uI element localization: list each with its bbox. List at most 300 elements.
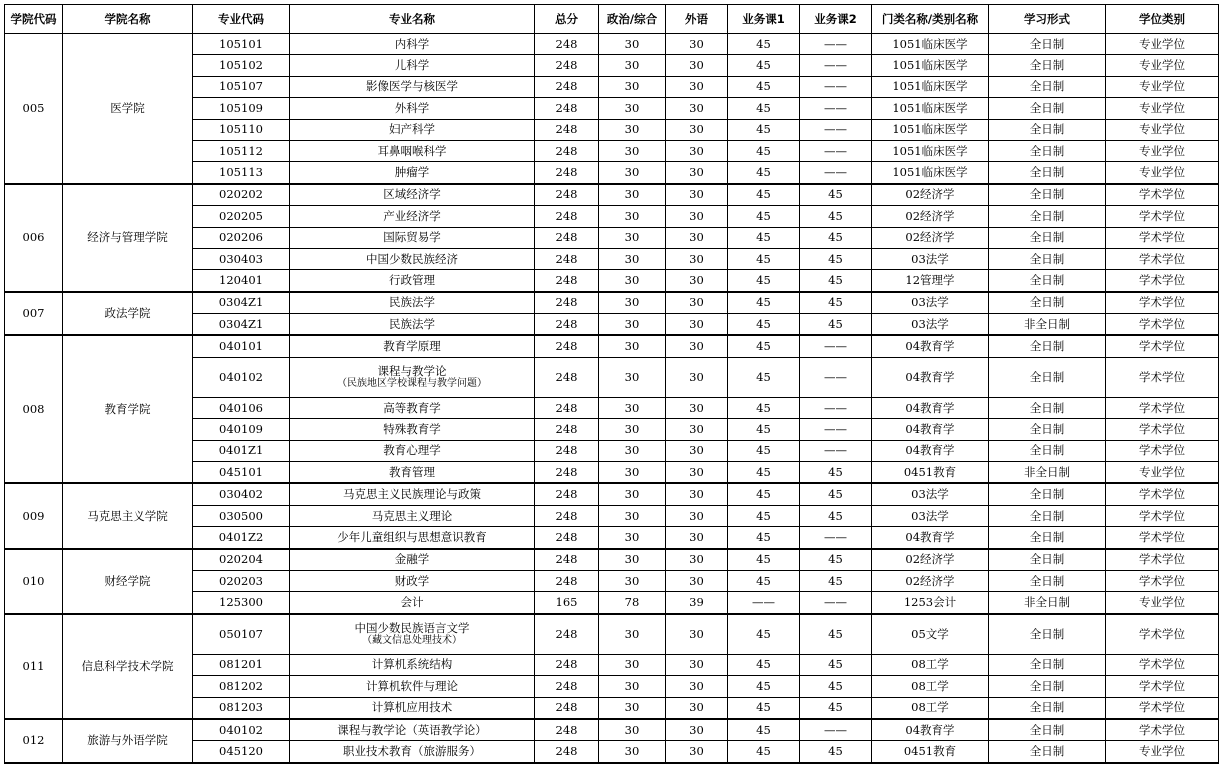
total-score-cell: 248	[535, 462, 599, 484]
category-name-cell: 1051临床医学	[872, 98, 989, 119]
study-mode-cell: 全日制	[989, 614, 1106, 655]
major-name-text: 教育管理	[389, 464, 435, 479]
col-college-code: 学院代码	[5, 5, 63, 34]
major-name-text: 内科学	[394, 36, 430, 51]
subject-2-score-cell: 45	[800, 314, 872, 336]
col-major-name: 专业名称	[290, 5, 535, 34]
politics-score-cell: 30	[599, 206, 666, 227]
study-mode-cell: 全日制	[989, 697, 1106, 719]
major-name-cell	[290, 654, 535, 675]
col-total-score: 总分	[535, 5, 599, 34]
total-score-cell: 248	[535, 119, 599, 140]
subject-2-score-cell: ——	[800, 34, 872, 55]
subject-1-score-cell: 45	[728, 292, 800, 314]
foreign-language-score-cell: 30	[666, 314, 728, 336]
col-politics: 政治/综合	[599, 5, 666, 34]
study-mode-cell: 非全日制	[989, 592, 1106, 614]
politics-score-cell: 30	[599, 483, 666, 505]
subject-1-score-cell: 45	[728, 98, 800, 119]
major-code-cell: 105113	[193, 162, 290, 184]
degree-type-cell: 学术学位	[1106, 292, 1219, 314]
subject-1-score-cell: 45	[728, 397, 800, 418]
table-row	[5, 184, 1219, 206]
major-name-text: 课程与教学论	[377, 363, 447, 378]
degree-type-cell: 专业学位	[1106, 592, 1219, 614]
category-name-cell: 03法学	[872, 314, 989, 336]
subject-2-score-cell: 45	[800, 570, 872, 591]
category-name-cell: 0451教育	[872, 741, 989, 763]
degree-type-cell: 专业学位	[1106, 119, 1219, 140]
degree-type-cell: 学术学位	[1106, 505, 1219, 526]
major-code-cell: 040102	[193, 357, 290, 397]
subject-1-score-cell: 45	[728, 462, 800, 484]
major-name-text: 民族法学	[389, 295, 435, 310]
table-row	[5, 292, 1219, 314]
total-score-cell: 248	[535, 397, 599, 418]
study-mode-cell: 全日制	[989, 397, 1106, 418]
subject-1-score-cell: 45	[728, 505, 800, 526]
category-name-cell: 12管理学	[872, 270, 989, 292]
category-name-cell: 08工学	[872, 654, 989, 675]
foreign-language-score-cell: 30	[666, 184, 728, 206]
college-name-cell: 经济与管理学院	[63, 184, 193, 292]
subject-2-score-cell: 45	[800, 741, 872, 763]
total-score-cell: 248	[535, 98, 599, 119]
study-mode-cell: 全日制	[989, 570, 1106, 591]
politics-score-cell: 30	[599, 419, 666, 440]
subject-1-score-cell: ——	[728, 592, 800, 614]
subject-2-score-cell: ——	[800, 440, 872, 461]
major-code-cell: 105109	[193, 98, 290, 119]
subject-1-score-cell: 45	[728, 357, 800, 397]
degree-type-cell: 专业学位	[1106, 162, 1219, 184]
table-row	[5, 483, 1219, 505]
major-name-cell	[290, 34, 535, 55]
total-score-cell: 248	[535, 162, 599, 184]
major-name-text: 计算机应用技术	[371, 700, 453, 715]
degree-type-cell: 学术学位	[1106, 335, 1219, 357]
total-score-cell: 248	[535, 184, 599, 206]
subject-2-score-cell: 45	[800, 676, 872, 697]
total-score-cell: 248	[535, 549, 599, 571]
category-name-cell: 02经济学	[872, 206, 989, 227]
table-header-row	[5, 5, 1219, 34]
study-mode-cell: 全日制	[989, 741, 1106, 763]
subject-2-score-cell: ——	[800, 55, 872, 76]
politics-score-cell: 30	[599, 34, 666, 55]
major-code-cell: 020206	[193, 227, 290, 248]
major-code-cell: 105110	[193, 119, 290, 140]
major-name-text: 民族法学	[389, 316, 435, 331]
study-mode-cell: 全日制	[989, 248, 1106, 269]
total-score-cell: 248	[535, 206, 599, 227]
subject-2-score-cell: ——	[800, 335, 872, 357]
subject-1-score-cell: 45	[728, 248, 800, 269]
major-name-cell	[290, 335, 535, 357]
major-name-cell	[290, 505, 535, 526]
study-mode-cell: 全日制	[989, 55, 1106, 76]
major-name-text: 少年儿童组织与思想意识教育	[337, 529, 487, 544]
category-name-cell: 04教育学	[872, 440, 989, 461]
major-name-text: 耳鼻咽喉科学	[377, 143, 447, 158]
subject-1-score-cell: 45	[728, 549, 800, 571]
study-mode-cell: 全日制	[989, 98, 1106, 119]
subject-1-score-cell: 45	[728, 741, 800, 763]
subject-2-score-cell: 45	[800, 462, 872, 484]
degree-type-cell: 专业学位	[1106, 140, 1219, 161]
major-name-cell	[290, 292, 535, 314]
subject-2-score-cell: ——	[800, 397, 872, 418]
college-code-cell: 006	[5, 184, 63, 292]
subject-1-score-cell: 45	[728, 206, 800, 227]
major-name-cell	[290, 270, 535, 292]
col-subject-1: 业务课1	[728, 5, 800, 34]
foreign-language-score-cell: 30	[666, 570, 728, 591]
subject-2-score-cell: 45	[800, 184, 872, 206]
foreign-language-score-cell: 30	[666, 292, 728, 314]
category-name-cell: 1051临床医学	[872, 162, 989, 184]
subject-1-score-cell: 45	[728, 34, 800, 55]
major-name-text: 中国少数民族经济	[366, 251, 458, 266]
politics-score-cell: 30	[599, 227, 666, 248]
politics-score-cell: 30	[599, 162, 666, 184]
category-name-cell: 08工学	[872, 676, 989, 697]
major-name-cell	[290, 697, 535, 719]
politics-score-cell: 30	[599, 505, 666, 526]
major-code-cell: 0304Z1	[193, 314, 290, 336]
politics-score-cell: 30	[599, 570, 666, 591]
degree-type-cell: 学术学位	[1106, 527, 1219, 549]
major-code-cell: 081202	[193, 676, 290, 697]
foreign-language-score-cell: 30	[666, 505, 728, 526]
foreign-language-score-cell: 39	[666, 592, 728, 614]
total-score-cell: 248	[535, 654, 599, 675]
subject-1-score-cell: 45	[728, 654, 800, 675]
total-score-cell: 248	[535, 719, 599, 741]
subject-1-score-cell: 45	[728, 162, 800, 184]
subject-2-score-cell: ——	[800, 357, 872, 397]
study-mode-cell: 非全日制	[989, 314, 1106, 336]
major-name-cell	[290, 570, 535, 591]
college-name-cell: 政法学院	[63, 292, 193, 336]
major-name-cell	[290, 741, 535, 763]
major-name-text: 财政学	[394, 573, 430, 588]
subject-2-score-cell: 45	[800, 227, 872, 248]
degree-type-cell: 学术学位	[1106, 248, 1219, 269]
foreign-language-score-cell: 30	[666, 676, 728, 697]
study-mode-cell: 全日制	[989, 483, 1106, 505]
study-mode-cell: 全日制	[989, 419, 1106, 440]
major-name-cell	[290, 98, 535, 119]
category-name-cell: 0451教育	[872, 462, 989, 484]
foreign-language-score-cell: 30	[666, 76, 728, 97]
politics-score-cell: 30	[599, 292, 666, 314]
total-score-cell: 165	[535, 592, 599, 614]
category-name-cell: 04教育学	[872, 527, 989, 549]
total-score-cell: 248	[535, 248, 599, 269]
subject-1-score-cell: 45	[728, 419, 800, 440]
subject-2-score-cell: ——	[800, 140, 872, 161]
major-name-cell	[290, 397, 535, 418]
category-name-cell: 08工学	[872, 697, 989, 719]
major-code-cell: 081203	[193, 697, 290, 719]
major-code-cell: 081201	[193, 654, 290, 675]
category-name-cell: 04教育学	[872, 335, 989, 357]
total-score-cell: 248	[535, 314, 599, 336]
foreign-language-score-cell: 30	[666, 357, 728, 397]
subject-1-score-cell: 45	[728, 570, 800, 591]
total-score-cell: 248	[535, 419, 599, 440]
total-score-cell: 248	[535, 335, 599, 357]
study-mode-cell: 全日制	[989, 549, 1106, 571]
subject-2-score-cell: 45	[800, 248, 872, 269]
subject-1-score-cell: 45	[728, 314, 800, 336]
study-mode-cell: 全日制	[989, 34, 1106, 55]
degree-type-cell: 学术学位	[1106, 676, 1219, 697]
category-name-cell: 1051临床医学	[872, 140, 989, 161]
total-score-cell: 248	[535, 34, 599, 55]
total-score-cell: 248	[535, 440, 599, 461]
subject-1-score-cell: 45	[728, 227, 800, 248]
major-code-cell: 105107	[193, 76, 290, 97]
major-code-cell: 040102	[193, 719, 290, 741]
subject-2-score-cell: 45	[800, 697, 872, 719]
subject-1-score-cell: 45	[728, 270, 800, 292]
politics-score-cell: 30	[599, 654, 666, 675]
major-name-cell	[290, 314, 535, 336]
category-name-cell: 05文学	[872, 614, 989, 655]
politics-score-cell: 30	[599, 335, 666, 357]
total-score-cell: 248	[535, 55, 599, 76]
subject-1-score-cell: 45	[728, 119, 800, 140]
major-code-cell: 050107	[193, 614, 290, 655]
degree-type-cell: 专业学位	[1106, 55, 1219, 76]
foreign-language-score-cell: 30	[666, 335, 728, 357]
subject-1-score-cell: 45	[728, 719, 800, 741]
foreign-language-score-cell: 30	[666, 440, 728, 461]
foreign-language-score-cell: 30	[666, 527, 728, 549]
study-mode-cell: 全日制	[989, 292, 1106, 314]
category-name-cell: 1051临床医学	[872, 119, 989, 140]
col-major-code: 专业代码	[193, 5, 290, 34]
major-name-cell	[290, 76, 535, 97]
category-name-cell: 04教育学	[872, 419, 989, 440]
politics-score-cell: 30	[599, 697, 666, 719]
category-name-cell: 1051临床医学	[872, 76, 989, 97]
degree-type-cell: 学术学位	[1106, 697, 1219, 719]
study-mode-cell: 全日制	[989, 440, 1106, 461]
college-code-cell: 012	[5, 719, 63, 763]
major-code-cell: 0401Z1	[193, 440, 290, 461]
major-name-cell	[290, 592, 535, 614]
politics-score-cell: 30	[599, 119, 666, 140]
total-score-cell: 248	[535, 676, 599, 697]
major-name-cell	[290, 357, 535, 397]
foreign-language-score-cell: 30	[666, 98, 728, 119]
category-name-cell: 04教育学	[872, 397, 989, 418]
subject-1-score-cell: 45	[728, 55, 800, 76]
category-name-cell: 02经济学	[872, 549, 989, 571]
degree-type-cell: 专业学位	[1106, 76, 1219, 97]
politics-score-cell: 30	[599, 184, 666, 206]
major-code-cell: 030402	[193, 483, 290, 505]
total-score-cell: 248	[535, 570, 599, 591]
subject-1-score-cell: 45	[728, 483, 800, 505]
major-code-cell: 125300	[193, 592, 290, 614]
foreign-language-score-cell: 30	[666, 162, 728, 184]
politics-score-cell: 30	[599, 462, 666, 484]
category-name-cell: 02经济学	[872, 227, 989, 248]
major-name-cell	[290, 419, 535, 440]
table-row	[5, 335, 1219, 357]
politics-score-cell: 30	[599, 614, 666, 655]
major-code-cell: 030500	[193, 505, 290, 526]
subject-1-score-cell: 45	[728, 440, 800, 461]
study-mode-cell: 全日制	[989, 654, 1106, 675]
subject-2-score-cell: ——	[800, 162, 872, 184]
admission-score-table	[4, 4, 1219, 764]
subject-1-score-cell: 45	[728, 184, 800, 206]
major-code-cell: 045101	[193, 462, 290, 484]
category-name-cell: 02经济学	[872, 184, 989, 206]
subject-2-score-cell: 45	[800, 549, 872, 571]
college-code-cell: 011	[5, 614, 63, 719]
major-name-text: 计算机系统结构	[371, 657, 453, 672]
major-code-cell: 020204	[193, 549, 290, 571]
major-name-text: 职业技术教育（旅游服务）	[343, 744, 481, 759]
category-name-cell: 03法学	[872, 248, 989, 269]
major-code-cell: 105112	[193, 140, 290, 161]
major-name-cell	[290, 719, 535, 741]
major-name-cell	[290, 527, 535, 549]
degree-type-cell: 学术学位	[1106, 440, 1219, 461]
degree-type-cell: 专业学位	[1106, 741, 1219, 763]
study-mode-cell: 全日制	[989, 719, 1106, 741]
foreign-language-score-cell: 30	[666, 719, 728, 741]
total-score-cell: 248	[535, 76, 599, 97]
category-name-cell: 1051临床医学	[872, 55, 989, 76]
total-score-cell: 248	[535, 697, 599, 719]
table-body	[5, 34, 1219, 763]
foreign-language-score-cell: 30	[666, 227, 728, 248]
study-mode-cell: 全日制	[989, 270, 1106, 292]
degree-type-cell: 学术学位	[1106, 270, 1219, 292]
category-name-cell: 02经济学	[872, 570, 989, 591]
degree-type-cell: 学术学位	[1106, 654, 1219, 675]
major-name-cell	[290, 440, 535, 461]
study-mode-cell: 全日制	[989, 335, 1106, 357]
degree-type-cell: 学术学位	[1106, 549, 1219, 571]
politics-score-cell: 30	[599, 76, 666, 97]
subject-2-score-cell: 45	[800, 505, 872, 526]
total-score-cell: 248	[535, 140, 599, 161]
major-name-text: 马克思主义理论	[371, 508, 453, 523]
subject-1-score-cell: 45	[728, 676, 800, 697]
foreign-language-score-cell: 30	[666, 248, 728, 269]
major-name-text: 计算机软件与理论	[366, 678, 458, 693]
degree-type-cell: 专业学位	[1106, 462, 1219, 484]
col-subject-2: 业务课2	[800, 5, 872, 34]
major-name-cell	[290, 676, 535, 697]
col-study-mode: 学习形式	[989, 5, 1106, 34]
study-mode-cell: 全日制	[989, 206, 1106, 227]
politics-score-cell: 30	[599, 248, 666, 269]
total-score-cell: 248	[535, 483, 599, 505]
college-name-cell: 信息科学技术学院	[63, 614, 193, 719]
major-name-cell	[290, 483, 535, 505]
foreign-language-score-cell: 30	[666, 697, 728, 719]
degree-type-cell: 学术学位	[1106, 570, 1219, 591]
major-name-cell	[290, 55, 535, 76]
foreign-language-score-cell: 30	[666, 34, 728, 55]
foreign-language-score-cell: 30	[666, 270, 728, 292]
major-name-text: 外科学	[394, 100, 430, 115]
total-score-cell: 248	[535, 270, 599, 292]
subject-1-score-cell: 45	[728, 140, 800, 161]
major-name-cell	[290, 227, 535, 248]
major-code-cell: 040106	[193, 397, 290, 418]
table-row	[5, 34, 1219, 55]
foreign-language-score-cell: 30	[666, 397, 728, 418]
foreign-language-score-cell: 30	[666, 549, 728, 571]
total-score-cell: 248	[535, 357, 599, 397]
college-name-cell: 马克思主义学院	[63, 483, 193, 548]
subject-2-score-cell: ——	[800, 119, 872, 140]
major-name-cell	[290, 162, 535, 184]
degree-type-cell: 学术学位	[1106, 227, 1219, 248]
major-code-cell: 105101	[193, 34, 290, 55]
major-name-text: 儿科学	[394, 58, 430, 73]
major-code-cell: 0401Z2	[193, 527, 290, 549]
politics-score-cell: 30	[599, 55, 666, 76]
degree-type-cell: 学术学位	[1106, 314, 1219, 336]
politics-score-cell: 30	[599, 527, 666, 549]
major-code-cell: 045120	[193, 741, 290, 763]
major-code-cell: 020203	[193, 570, 290, 591]
study-mode-cell: 全日制	[989, 357, 1106, 397]
degree-type-cell: 学术学位	[1106, 184, 1219, 206]
degree-type-cell: 学术学位	[1106, 483, 1219, 505]
major-code-cell: 105102	[193, 55, 290, 76]
degree-type-cell: 专业学位	[1106, 34, 1219, 55]
study-mode-cell: 全日制	[989, 162, 1106, 184]
major-name-cell	[290, 462, 535, 484]
major-code-cell: 0304Z1	[193, 292, 290, 314]
politics-score-cell: 30	[599, 140, 666, 161]
table-row	[5, 719, 1219, 741]
subject-2-score-cell: 45	[800, 206, 872, 227]
subject-2-score-cell: ——	[800, 98, 872, 119]
total-score-cell: 248	[535, 505, 599, 526]
degree-type-cell: 专业学位	[1106, 98, 1219, 119]
major-name-text: 金融学	[394, 552, 430, 567]
subject-2-score-cell: ——	[800, 419, 872, 440]
study-mode-cell: 全日制	[989, 676, 1106, 697]
college-name-cell: 教育学院	[63, 335, 193, 483]
category-name-cell: 1253会计	[872, 592, 989, 614]
major-name-text: 妇产科学	[389, 122, 435, 137]
foreign-language-score-cell: 30	[666, 140, 728, 161]
foreign-language-score-cell: 30	[666, 119, 728, 140]
politics-score-cell: 30	[599, 719, 666, 741]
politics-score-cell: 30	[599, 270, 666, 292]
col-foreign-language: 外语	[666, 5, 728, 34]
foreign-language-score-cell: 30	[666, 419, 728, 440]
major-name-text: 国际贸易学	[383, 230, 441, 245]
foreign-language-score-cell: 30	[666, 614, 728, 655]
subject-2-score-cell: ——	[800, 76, 872, 97]
major-name-cell	[290, 614, 535, 655]
